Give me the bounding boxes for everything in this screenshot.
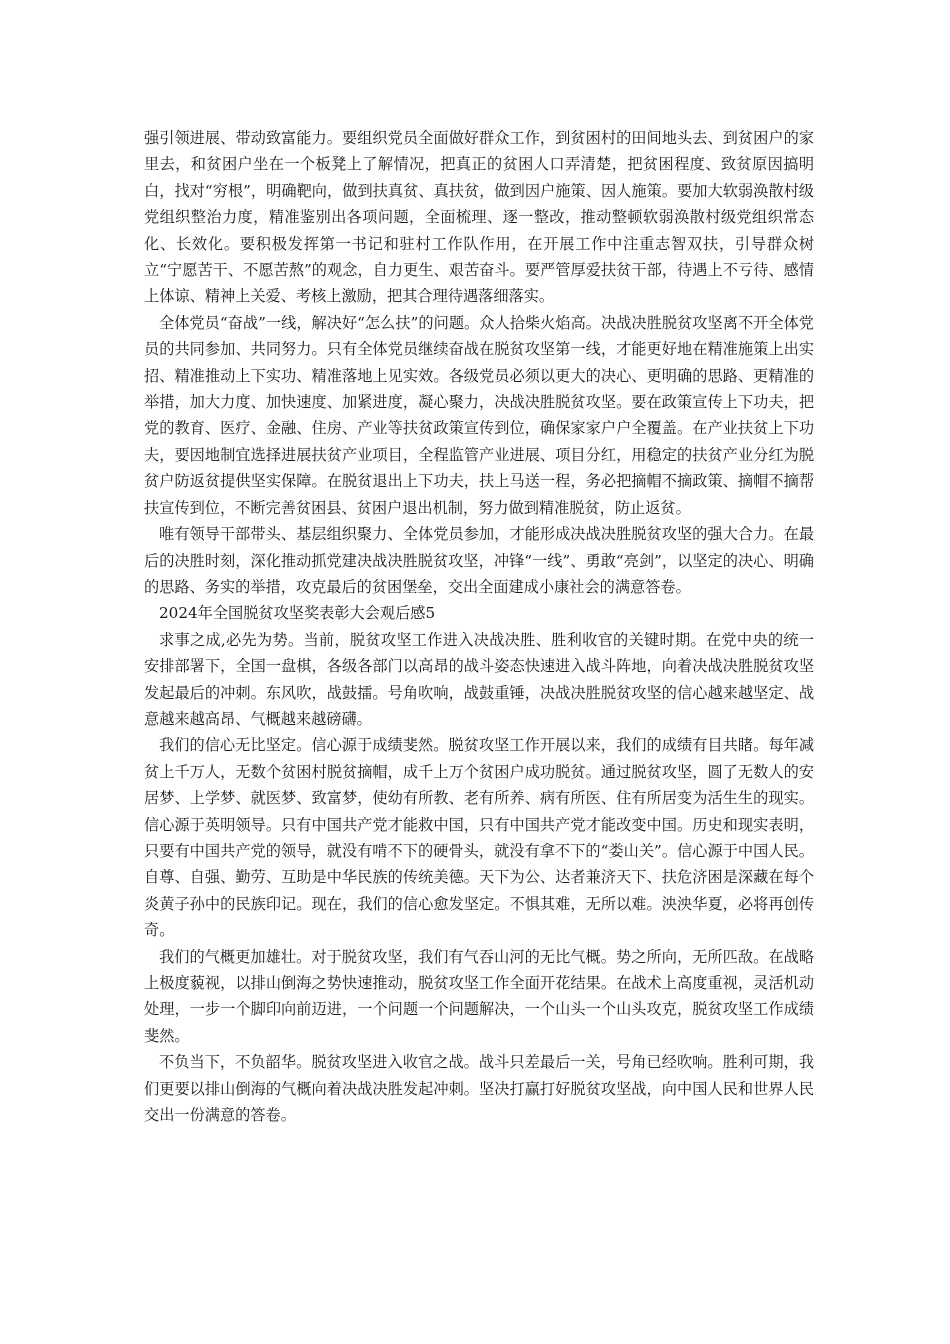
- paragraph: 全体党员“奋战”一线，解决好“怎么扶”的问题。众人拾柴火焰高。决战决胜脱贫攻坚离不开全体党员的共同参加、共同努力。只有全体党员继续奋战在脱贫攻坚第一线，才能更好地在精准施策上出实招、精准推动上下实功、精准落地上见实效。各级党员必须以更大的决心、更明确的思路、更精准的举措，加大力度、加快速度、加紧进度，凝心聚力，决战决胜脱贫攻坚。要在政策宣传上下功夫，把党的教育、医疗、金融、住房、产业等扶贫政策宣传到位，确保家家户户全覆盖。在产业扶贫上下功夫，要因地制宜选择进展扶贫产业项目，全程监管产业进展、项目分红，用稳定的扶贫产业分红为脱贫户防返贫提供坚实保障。在脱贫退出上下功夫，扶上马送一程，务必把摘帽不摘政策、摘帽不摘帮扶宣传到位，不断完善贫困县、贫困户退出机制，努力做到精准脱贫，防止返贫。: [144, 313, 814, 517]
- paragraph: 求事之成,必先为势。当前，脱贫攻坚工作进入决战决胜、胜利收官的关键时期。在党中央的统一安排部署下，全国一盘棋，各级各部门以高昂的战斗姿态快速进入战斗阵地，向着决战决胜脱贫攻坚发起最后的冲刺。东风吹，战鼓擂。号角吹响，战鼓重锤，决战决胜脱贫攻坚的信心越来越坚定、战意越来越高昂、气概越来越磅礴。: [144, 630, 814, 728]
- paragraph: 不负当下，不负韶华。脱贫攻坚进入收官之战。战斗只差最后一关，号角已经吹响。胜利可期，我们更要以排山倒海的气概向着决战决胜发起冲刺。坚决打赢打好脱贫攻坚战，向中国人民和世界人民交出一份满意的答卷。: [144, 1053, 814, 1125]
- document-body: [144, 125, 814, 1128]
- paragraph: 强引领进展、带动致富能力。要组织党员全面做好群众工作，到贫困村的田间地头去、到贫困户的家里去，和贫困户坐在一个板凳上了解情况，把真正的贫困人口弄清楚，把贫困程度、致贫原因搞明白，找对“穷根”，明确靶向，做到扶真贫、真扶贫，做到因户施策、因人施策。要加大软弱涣散村级党组织整治力度，精准鉴别出各项问题，全面梳理、逐一整改，推动整顿软弱涣散村级党组织常态化、长效化。要积极发挥第一书记和驻村工作队作用，在开展工作中注重志智双扶，引导群众树立“宁愿苦干、不愿苦熬”的观念，自力更生、艰苦奋斗。要严管厚爱扶贫干部，待遇上不亏待、感情上体谅、精神上关爱、考核上激励，把其合理待遇落细落实。: [144, 129, 814, 306]
- paragraph: 我们的气概更加雄壮。对于脱贫攻坚，我们有气吞山河的无比气概。势之所向，无所匹敌。在战略上极度藐视，以排山倒海之势快速推动，脱贫攻坚工作全面开花结果。在战术上高度重视，灵活机动处理，一步一个脚印向前迈进，一个问题一个问题解决，一个山头一个山头攻克，脱贫攻坚工作成绩斐然。: [144, 947, 814, 1045]
- paragraph: 我们的信心无比坚定。信心源于成绩斐然。脱贫攻坚工作开展以来，我们的成绩有目共睹。每年减贫上千万人，无数个贫困村脱贫摘帽，成千上万个贫困户成功脱贫。通过脱贫攻坚，圆了无数人的安居梦、上学梦、就医梦、致富梦，使幼有所教、老有所养、病有所医、住有所居变为活生生的现实。信心源于英明领导。只有中国共产党才能救中国，只有中国共产党才能改变中国。历史和现实表明，只要有中国共产党的领导，就没有啃不下的硬骨头，就没有拿不下的“娄山关”。信心源于中国人民。自尊、自强、勤劳、互助是中华民族的传统美德。天下为公、达者兼济天下、扶危济困是深藏在每个炎黄子孙中的民族印记。现在，我们的信心愈发坚定。不惧其难，无所以难。泱泱华夏，必将再创传奇。: [144, 736, 814, 940]
- paragraph: 唯有领导干部带头、基层组织聚力、全体党员参加，才能形成决战决胜脱贫攻坚的强大合力。在最后的决胜时刻，深化推动抓党建决战决胜脱贫攻坚，冲锋“一线”、勇敢“亮剑”，以坚定的决心、明确的思路、务实的举措，攻克最后的贫困堡垒，交出全面建成小康社会的满意答卷。: [144, 525, 814, 596]
- section-heading: 2024年全国脱贫攻坚奖表彰大会观后感5: [159, 604, 436, 623]
